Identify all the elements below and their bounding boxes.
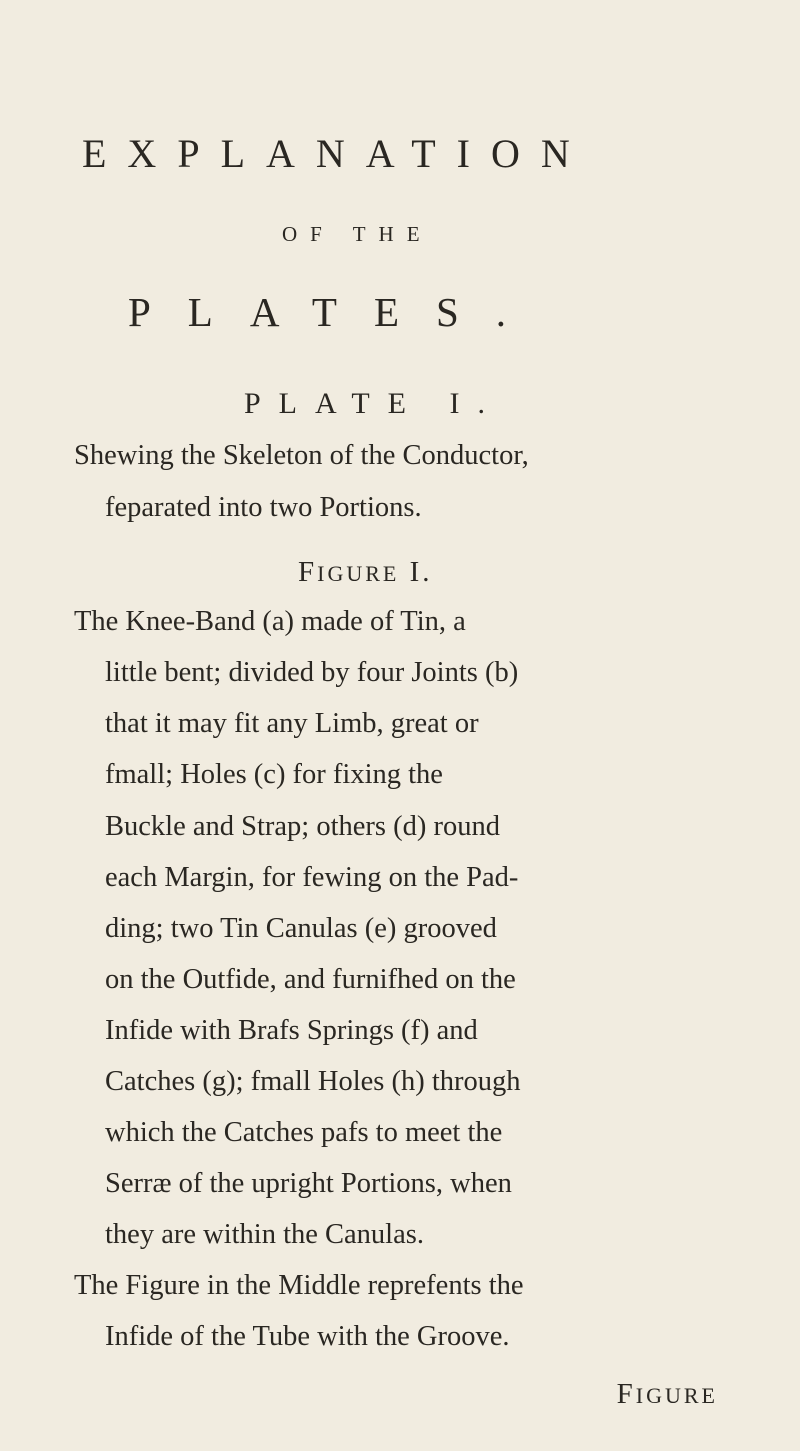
figure-heading-number: I.	[409, 556, 433, 588]
figure-text-line: little bent; divided by four Joints (b)	[105, 657, 519, 688]
figure-text-line: fmall; Holes (c) for fixing the	[105, 759, 443, 790]
plate-description-line: feparated into two Portions.	[105, 492, 422, 523]
catchword-rest: IGURE	[635, 1383, 718, 1408]
figure-heading	[298, 556, 433, 589]
figure-text-line: Buckle and Strap; others (d) round	[105, 811, 500, 842]
figure-text-line: Serræ of the upright Portions, when	[105, 1168, 512, 1199]
figure-text-line: on the Outfide, and furnifhed on the	[105, 964, 516, 995]
plate-description-line: Shewing the Skeleton of the Conductor,	[74, 440, 529, 471]
figure-heading-rest: IGURE	[317, 561, 400, 586]
figure-text-line: The Figure in the Middle reprefents the	[74, 1270, 524, 1301]
title-of-the: OF THE	[282, 222, 433, 246]
plate-heading: PLATE I.	[244, 387, 503, 420]
figure-text-line: which the Catches pafs to meet the	[105, 1117, 503, 1148]
catchword-initial: F	[616, 1378, 636, 1410]
figure-heading-initial: F	[298, 556, 318, 588]
figure-text-line: each Margin, for fewing on the Pad-	[105, 862, 519, 893]
figure-text-line: ding; two Tin Canulas (e) grooved	[105, 913, 497, 944]
catchword	[617, 1378, 718, 1411]
figure-text-line: The Knee-Band (a) made of Tin, a	[74, 606, 466, 637]
figure-text-line: Catches (g); fmall Holes (h) through	[105, 1066, 521, 1097]
title-plates: PLATES.	[128, 289, 544, 335]
figure-text-line: Infide of the Tube with the Groove.	[105, 1321, 510, 1352]
figure-text-line: they are within the Canulas.	[105, 1219, 424, 1250]
figure-text-line: Infide with Brafs Springs (f) and	[105, 1015, 478, 1046]
figure-text-line: that it may fit any Limb, great or	[105, 708, 479, 739]
page-title: EXPLANATION	[82, 131, 591, 176]
